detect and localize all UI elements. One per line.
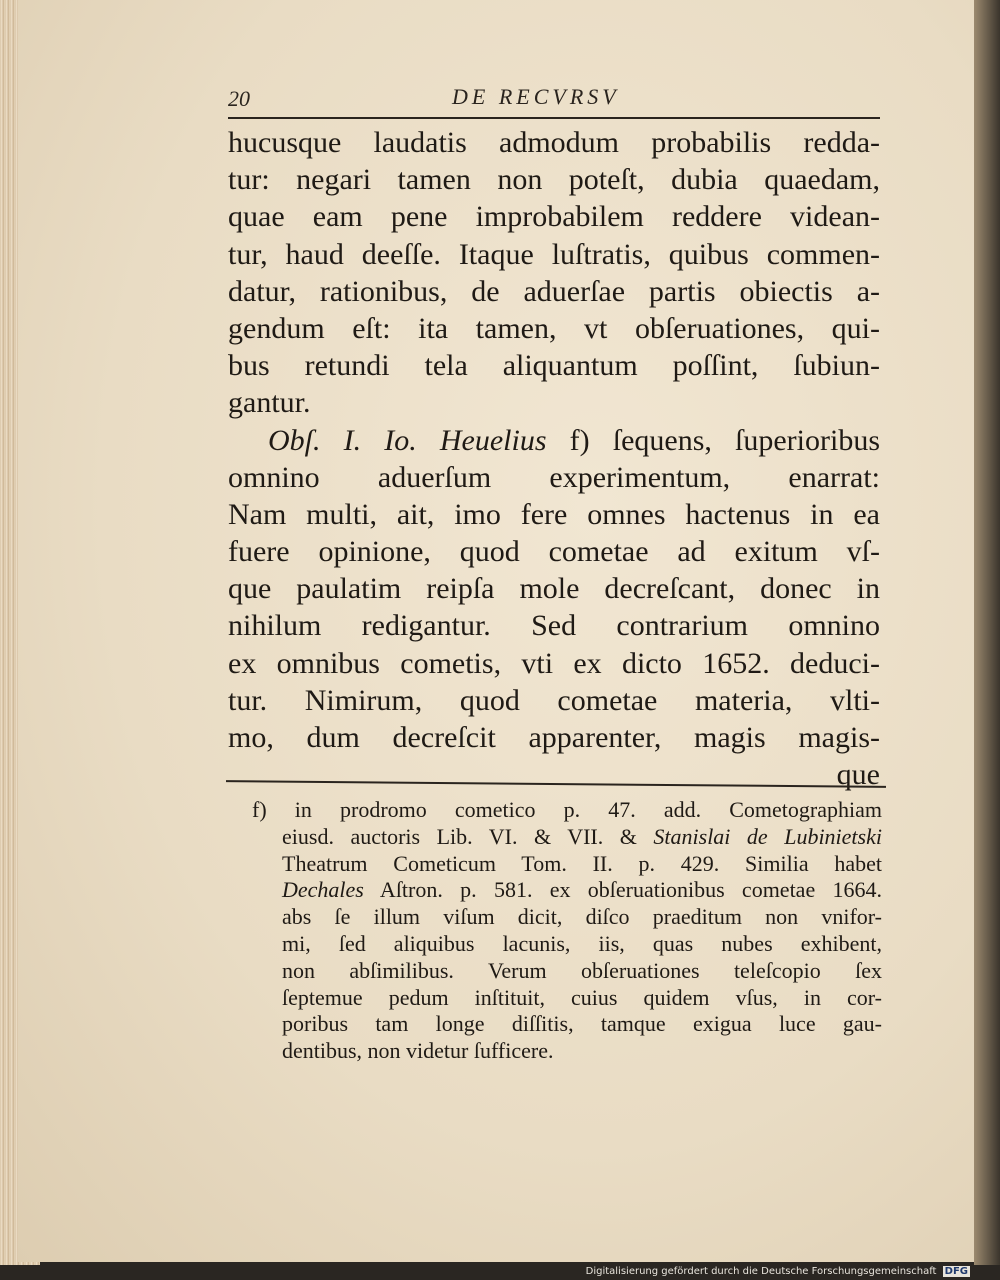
text-line: hucusque laudatis admodum probabilis redda-	[228, 126, 880, 159]
text-line: tur: negari tamen non poteſt, dubia quaedam,	[228, 163, 880, 197]
observation-text: f) ſequens, ſuperioribus	[546, 423, 880, 457]
author-name: Io. Heuelius	[384, 423, 547, 457]
text-line: gendum eſt: ita tamen, vt obſeruationes, qui-	[228, 311, 880, 345]
footnote-line: f) in prodromo cometico p. 47. add. Cometographiam	[252, 797, 882, 822]
text-line: ex omnibus cometis, vti ex dicto 1652. deduci-	[228, 646, 880, 680]
text-line: fuere opinione, quod cometae ad exitum vſ-	[228, 535, 880, 569]
page-gutter-shadow	[974, 0, 1000, 1265]
footnote-line: non abſimilibus. Verum obſeruationes teleſcopio ſex	[282, 957, 882, 983]
header-rule	[228, 117, 880, 119]
text-line: tur, haud deeſſe. Itaque luſtratis, quibus commen-	[228, 237, 880, 271]
footnote-text: eiusd. auctoris Lib. VI. & VII. &	[282, 823, 654, 849]
running-head: DE RECVRSV	[452, 84, 620, 109]
text-line: quae eam pene improbabilem reddere videan-	[228, 200, 880, 234]
footnote-line: abs ſe illum viſum dicit, diſco praeditum non vnifor-	[282, 904, 882, 930]
footnote-author: Stanislai de Lubinietski	[653, 823, 882, 849]
footnote-line: mi, ſed aliquibus lacunis, iis, quas nubes exhibent,	[282, 930, 882, 956]
text-line: que paulatim reipſa mole decreſcant, donec in	[228, 572, 880, 606]
text-line: gantur.	[228, 386, 311, 420]
footnote-line	[252, 877, 882, 904]
page-header	[228, 84, 878, 118]
text-line: omnino aduerſum experimentum, enarrat:	[228, 460, 880, 494]
footnote-line: poribus tam longe diſſitis, tamque exigua luce gau-	[282, 1011, 882, 1037]
credit-text: Digitalisierung gefördert durch die Deutsche Forschungsgemeinschaft	[585, 1266, 937, 1277]
footnote-block	[252, 797, 882, 1065]
footnote-line	[252, 824, 882, 851]
observation-heading-line	[228, 422, 880, 459]
digitization-credit	[586, 1266, 970, 1277]
catchword: que	[836, 758, 880, 792]
text-line: bus retundi tela aliquantum poſſint, ſubiun-	[228, 349, 880, 383]
text-line: Nam multi, ait, imo fere omnes hactenus in ea	[228, 497, 880, 531]
text-line: nihilum redigantur. Sed contrarium omnino	[228, 609, 880, 643]
footnote-line: Theatrum Cometicum Tom. II. p. 429. Similia habet	[282, 850, 882, 876]
main-text-block	[228, 124, 880, 793]
text-line: tur. Nimirum, quod cometae materia, vlti-	[228, 683, 880, 717]
text-line: mo, dum decreſcit apparenter, magis magis-	[228, 721, 880, 754]
observation-label: Obſ. I.	[268, 423, 362, 457]
footnote-line: dentibus, non videtur ſufficere.	[282, 1038, 554, 1064]
text-line: datur, rationibus, de aduerſae partis obiectis a-	[228, 274, 880, 308]
page-number: 20	[228, 86, 250, 111]
footnote-line: ſeptemue pedum inſtituit, cuius quidem vſus, in cor-	[282, 984, 882, 1010]
footnote-author: Dechales	[282, 877, 364, 903]
dfg-logo: DFG	[944, 1266, 968, 1277]
footnote-text: Aſtron. p. 581. ex obſeruationibus cometae 1664.	[363, 877, 882, 903]
